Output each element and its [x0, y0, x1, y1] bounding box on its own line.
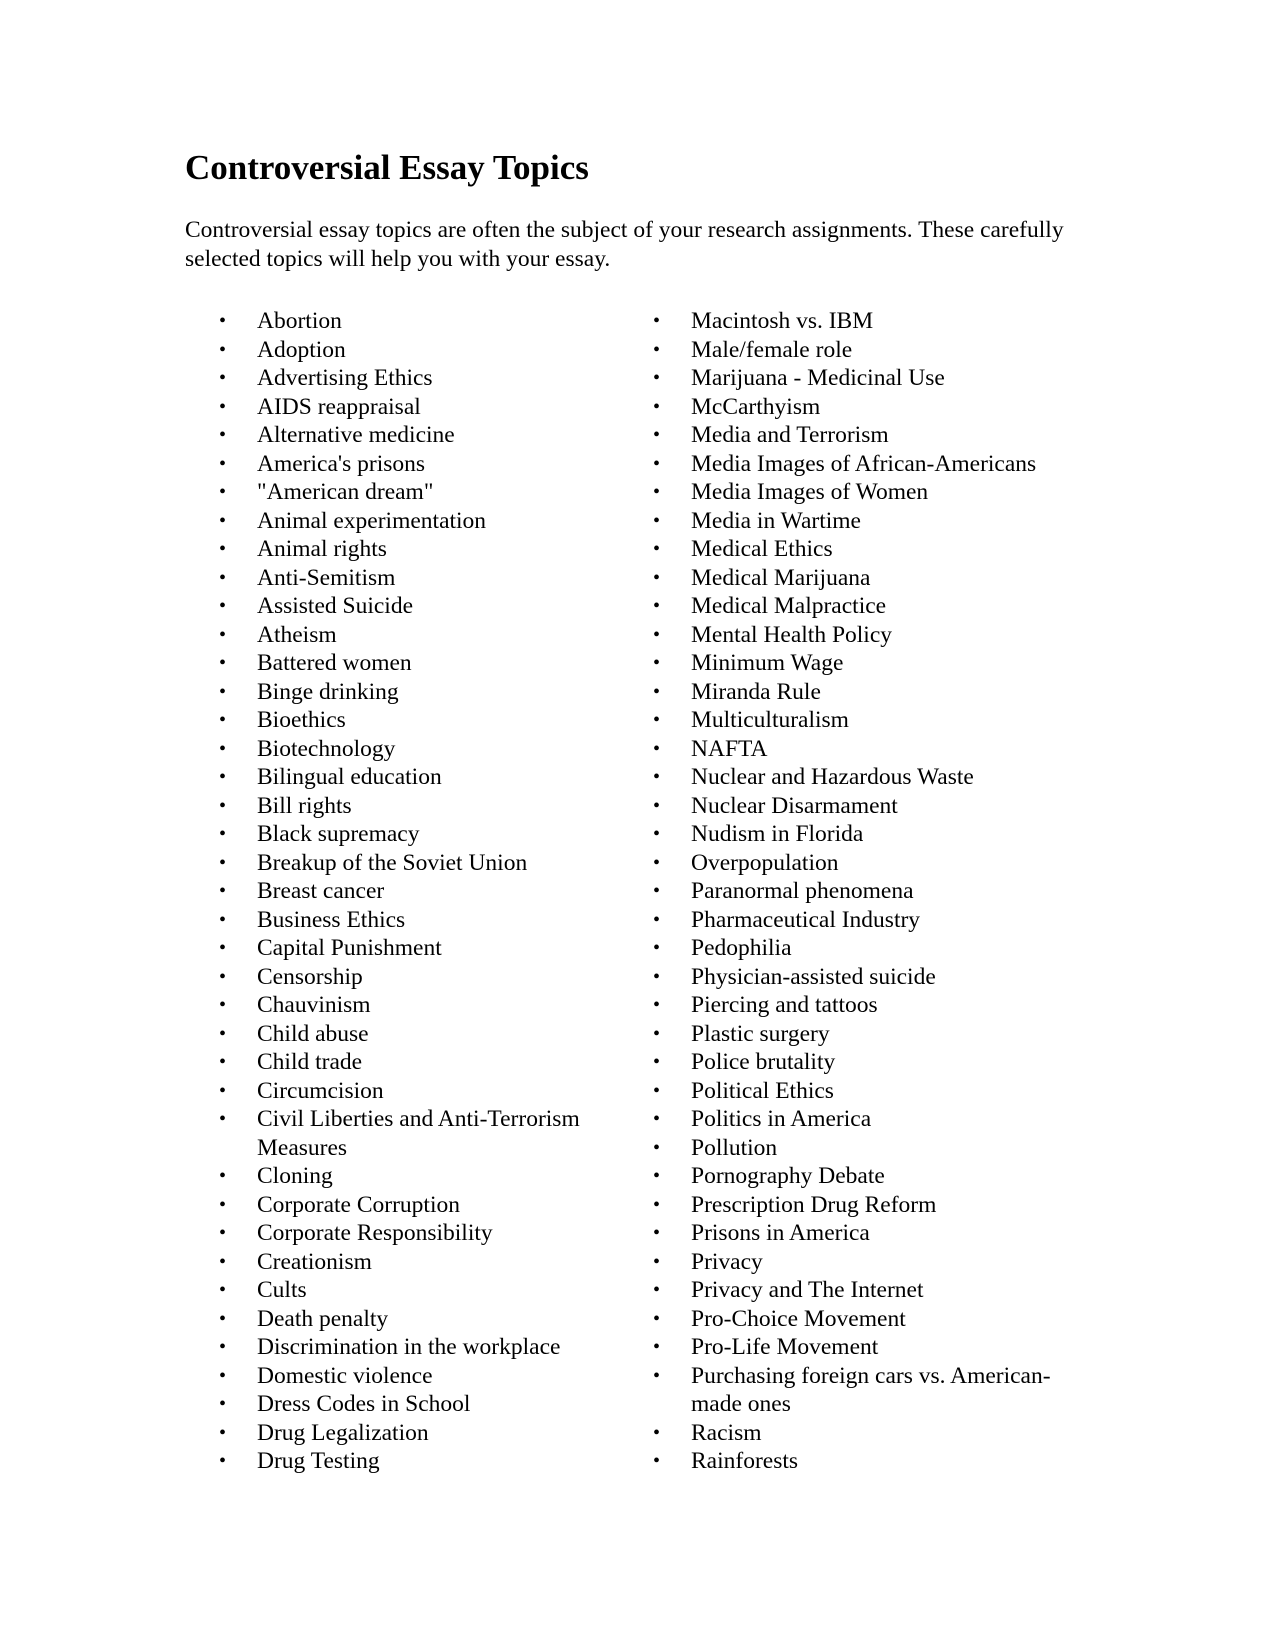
list-item: • Advertising Ethics: [215, 364, 645, 393]
list-item: • Corporate Responsibility: [215, 1219, 645, 1248]
list-item: • Bioethics: [215, 706, 645, 735]
list-item: • Breakup of the Soviet Union: [215, 849, 645, 878]
list-item: • Pro-Life Movement: [649, 1333, 1089, 1362]
list-item: • Drug Legalization: [215, 1419, 645, 1448]
list-item: • Media Images of African-Americans: [649, 450, 1089, 479]
list-item: • Black supremacy: [215, 820, 645, 849]
list-item: • Cults: [215, 1276, 645, 1305]
list-item: • NAFTA: [649, 735, 1089, 764]
list-item: • Plastic surgery: [649, 1020, 1089, 1049]
list-item: • Breast cancer: [215, 877, 645, 906]
list-item: • Atheism: [215, 621, 645, 650]
topic-list-left: [215, 307, 645, 1476]
list-item: • Minimum Wage: [649, 649, 1089, 678]
list-item: • Media Images of Women: [649, 478, 1089, 507]
list-item: • Privacy: [649, 1248, 1089, 1277]
page-title: Controversial Essay Topics: [185, 148, 589, 187]
list-item: • Piercing and tattoos: [649, 991, 1089, 1020]
list-item: • Binge drinking: [215, 678, 645, 707]
list-item: • Police brutality: [649, 1048, 1089, 1077]
list-item: • Physician-assisted suicide: [649, 963, 1089, 992]
list-item: • Alternative medicine: [215, 421, 645, 450]
list-item: • Media and Terrorism: [649, 421, 1089, 450]
list-item: • Animal rights: [215, 535, 645, 564]
list-item: • Drug Testing: [215, 1447, 645, 1476]
list-item: • Male/female role: [649, 336, 1089, 365]
list-item: • Dress Codes in School: [215, 1390, 645, 1419]
list-item: • Media in Wartime: [649, 507, 1089, 536]
list-item: • Purchasing foreign cars vs. American-made ones: [649, 1362, 1089, 1419]
list-item: • AIDS reappraisal: [215, 393, 645, 422]
list-item: • Anti-Semitism: [215, 564, 645, 593]
list-item: • Macintosh vs. IBM: [649, 307, 1089, 336]
list-item: • Discrimination in the workplace: [215, 1333, 645, 1362]
list-item: • Prescription Drug Reform: [649, 1191, 1089, 1220]
list-item: • Mental Health Policy: [649, 621, 1089, 650]
list-item: • Pro-Choice Movement: [649, 1305, 1089, 1334]
list-item: • Civil Liberties and Anti-Terrorism Measures: [215, 1105, 645, 1162]
list-item: • Pollution: [649, 1134, 1089, 1163]
list-item: • Pornography Debate: [649, 1162, 1089, 1191]
list-item: • Nuclear Disarmament: [649, 792, 1089, 821]
list-item: • Pedophilia: [649, 934, 1089, 963]
list-item: • Overpopulation: [649, 849, 1089, 878]
list-item: • Battered women: [215, 649, 645, 678]
list-item: • Animal experimentation: [215, 507, 645, 536]
list-item: • Creationism: [215, 1248, 645, 1277]
list-item: • Cloning: [215, 1162, 645, 1191]
list-item: • Child trade: [215, 1048, 645, 1077]
list-item: • Privacy and The Internet: [649, 1276, 1089, 1305]
list-item: • Abortion: [215, 307, 645, 336]
list-item: • America's prisons: [215, 450, 645, 479]
list-item: • Corporate Corruption: [215, 1191, 645, 1220]
list-item: • Pharmaceutical Industry: [649, 906, 1089, 935]
list-item: • Bill rights: [215, 792, 645, 821]
list-item: • Child abuse: [215, 1020, 645, 1049]
list-item: • Rainforests: [649, 1447, 1089, 1476]
topic-list-right: [649, 307, 1089, 1476]
list-item: • "American dream": [215, 478, 645, 507]
list-item: • Paranormal phenomena: [649, 877, 1089, 906]
list-item: • Bilingual education: [215, 763, 645, 792]
list-item: • Miranda Rule: [649, 678, 1089, 707]
list-item: • Prisons in America: [649, 1219, 1089, 1248]
list-item: • Medical Ethics: [649, 535, 1089, 564]
list-item: • Racism: [649, 1419, 1089, 1448]
list-item: • McCarthyism: [649, 393, 1089, 422]
list-item: • Politics in America: [649, 1105, 1089, 1134]
list-item: • Marijuana - Medicinal Use: [649, 364, 1089, 393]
list-item: • Multiculturalism: [649, 706, 1089, 735]
list-item: • Medical Malpractice: [649, 592, 1089, 621]
list-item: • Circumcision: [215, 1077, 645, 1106]
list-item: • Chauvinism: [215, 991, 645, 1020]
list-item: • Nuclear and Hazardous Waste: [649, 763, 1089, 792]
list-item: • Adoption: [215, 336, 645, 365]
list-item: • Capital Punishment: [215, 934, 645, 963]
list-item: • Nudism in Florida: [649, 820, 1089, 849]
list-item: • Domestic violence: [215, 1362, 645, 1391]
list-item: • Biotechnology: [215, 735, 645, 764]
list-item: • Censorship: [215, 963, 645, 992]
list-item: • Assisted Suicide: [215, 592, 645, 621]
intro-paragraph: Controversial essay topics are often the subject of your research assignments. These carefully selected topics will help you with your essay.: [185, 217, 1064, 272]
list-item: • Business Ethics: [215, 906, 645, 935]
list-item: • Medical Marijuana: [649, 564, 1089, 593]
list-item: • Death penalty: [215, 1305, 645, 1334]
list-item: • Political Ethics: [649, 1077, 1089, 1106]
